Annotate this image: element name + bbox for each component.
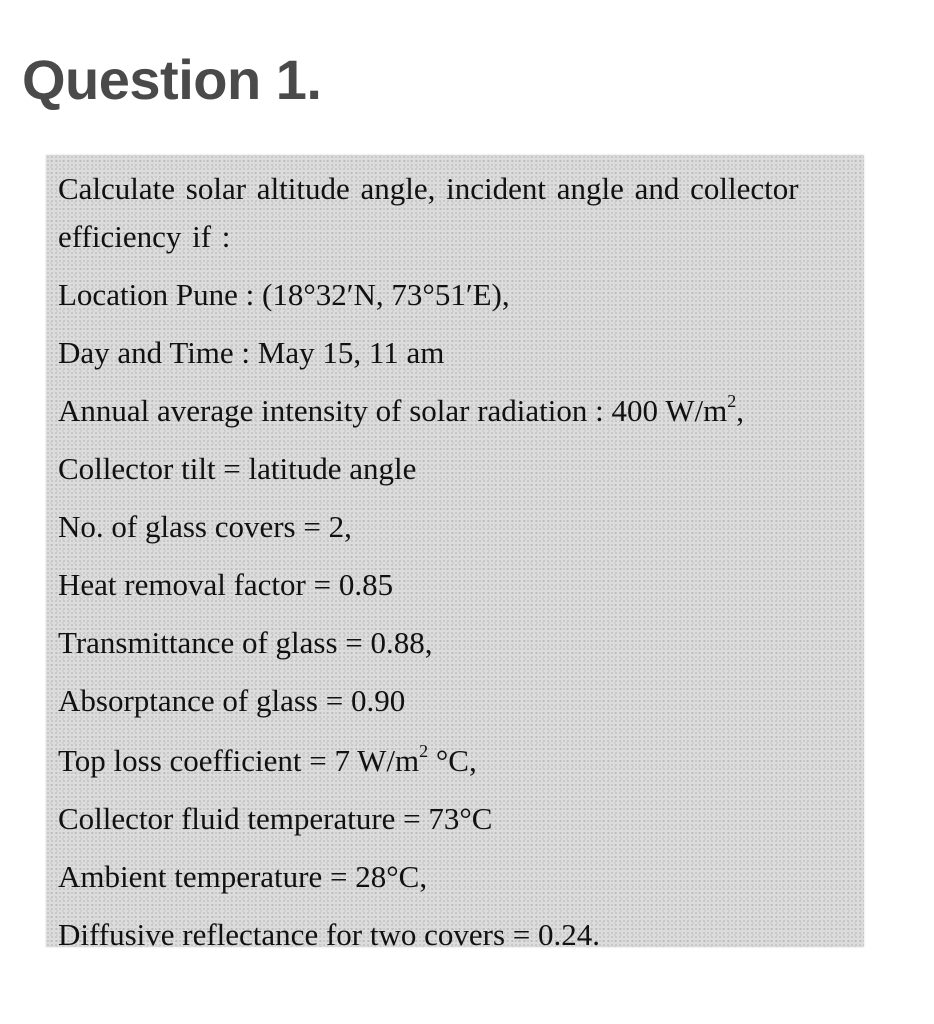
glass-covers-line: No. of glass covers = 2, [58, 509, 352, 544]
heat-removal-line: Heat removal factor = 0.85 [58, 567, 394, 602]
day-time-line: Day and Time : May 15, 11 am [58, 335, 445, 370]
transmittance-line: Transmittance of glass = 0.88, [58, 625, 433, 660]
intro-line-2: efficiency if : [58, 219, 231, 254]
top-loss-tail: °C, [428, 743, 477, 778]
top-loss-text: Top loss coefficient = 7 W/m [58, 743, 420, 778]
collector-tilt-line: Collector tilt = latitude angle [58, 451, 417, 486]
absorptance-line: Absorptance of glass = 0.90 [58, 683, 406, 718]
radiation-exponent: 2 [727, 391, 737, 411]
page-heading: Question 1. [22, 48, 322, 111]
top-loss-line [58, 741, 477, 778]
problem-statement-box [46, 155, 864, 952]
radiation-line [58, 391, 744, 428]
diffusive-reflectance-line: Diffusive reflectance for two covers = 0.24. [58, 917, 600, 952]
radiation-tail: , [736, 393, 744, 428]
ambient-temperature-line: Ambient temperature = 28°C, [58, 859, 428, 894]
location-line: Location Pune : (18°32′N, 73°51′E), [58, 277, 510, 312]
fluid-temperature-line: Collector fluid temperature = 73°C [58, 801, 493, 836]
top-loss-exponent: 2 [419, 741, 429, 761]
radiation-text: Annual average intensity of solar radiation : 400 W/m [58, 393, 728, 428]
intro-line-1: Calculate solar altitude angle, incident angle and collector [58, 171, 799, 206]
